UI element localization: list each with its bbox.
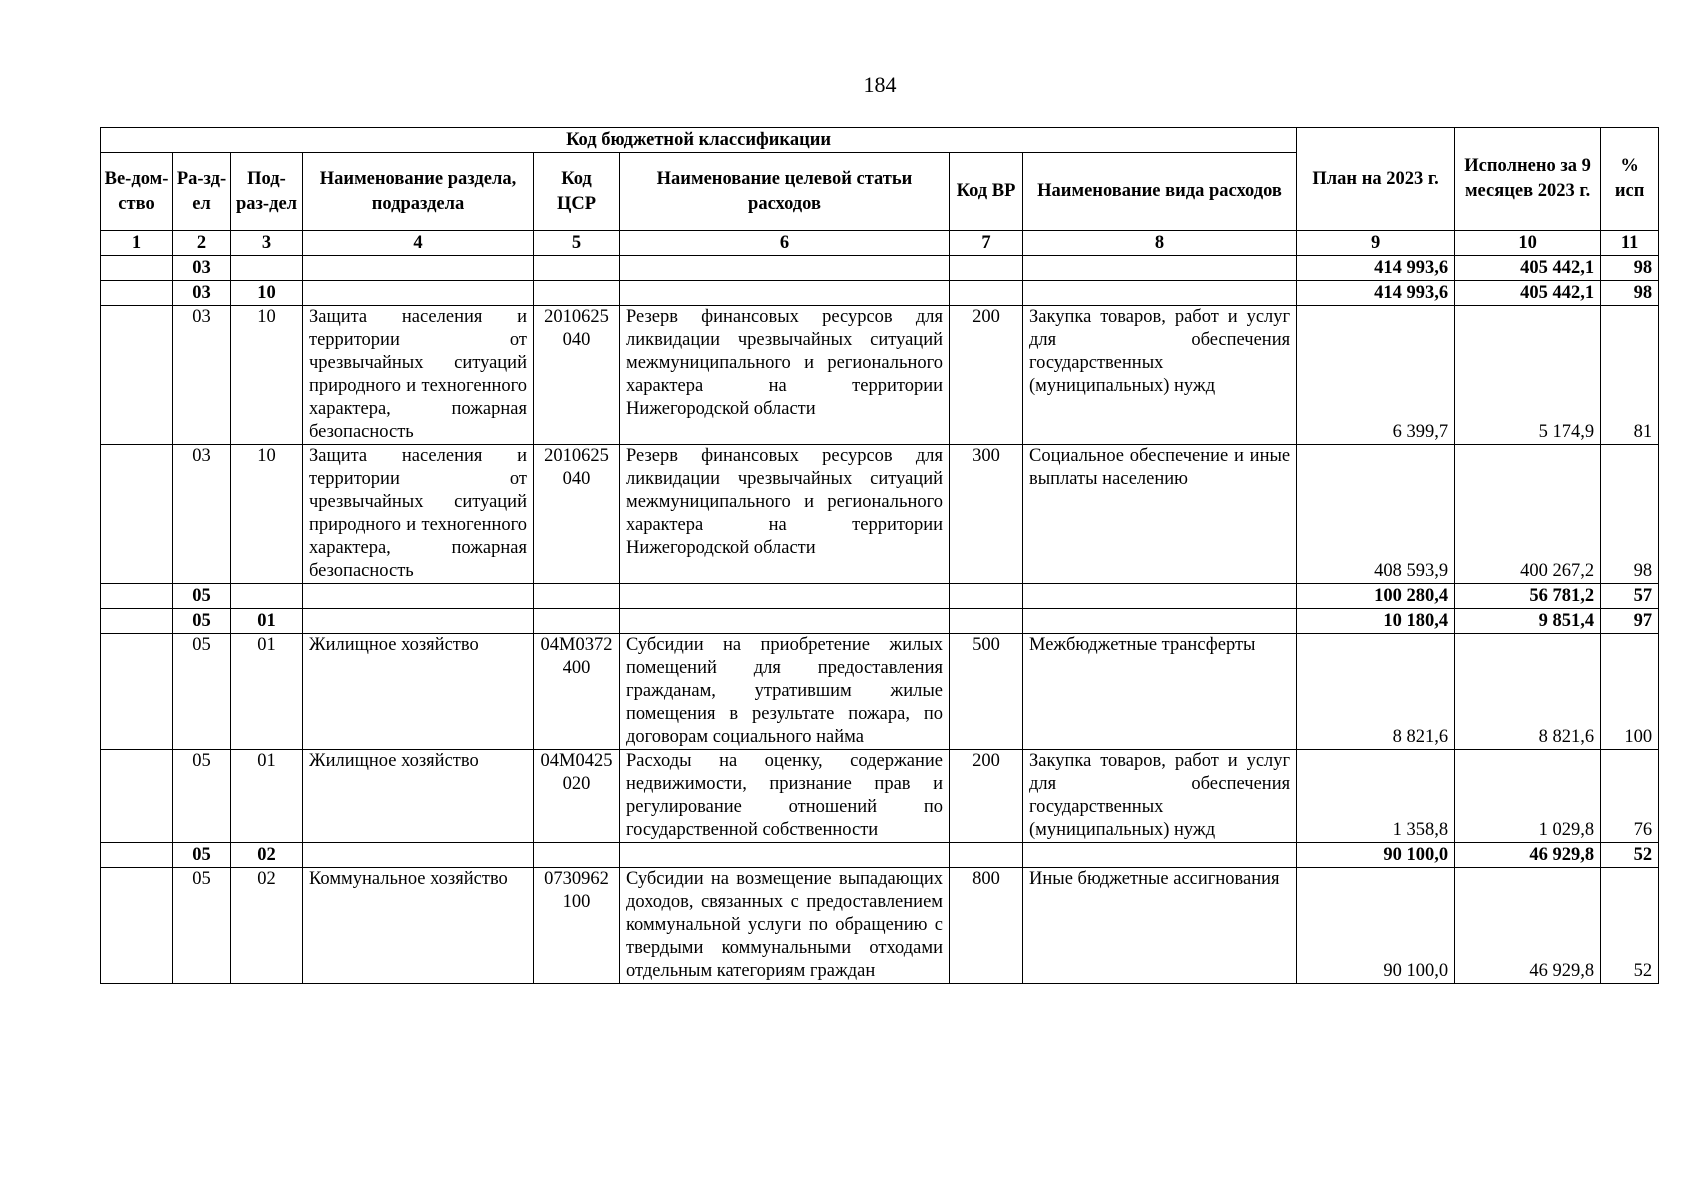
cell-plan: 8 821,6 bbox=[1297, 634, 1455, 750]
cell-ispolneno: 8 821,6 bbox=[1455, 634, 1601, 750]
budget-table bbox=[100, 127, 1659, 984]
cell-name-razdel bbox=[303, 609, 534, 634]
col-name-razdel-header: Наименование раздела, подраздела bbox=[303, 153, 534, 231]
cell-pct: 76 bbox=[1601, 750, 1659, 843]
cell-razdel: 03 bbox=[173, 256, 231, 281]
cell-pct: 57 bbox=[1601, 584, 1659, 609]
cell-podrazdel: 02 bbox=[231, 843, 303, 868]
col-podrazdel-header: Под-раз-дел bbox=[231, 153, 303, 231]
cell-ispolneno: 46 929,8 bbox=[1455, 868, 1601, 984]
budget-classification-header: Код бюджетной классификации bbox=[101, 128, 1297, 153]
cell-name-vr: Закупка товаров, работ и услуг для обеспечения государственных (муниципальных) нужд bbox=[1023, 750, 1297, 843]
cell-vedomstvo bbox=[101, 584, 173, 609]
cell-kod-csr: 2010625040 bbox=[534, 445, 620, 584]
cell-name-csr: Резерв финансовых ресурсов для ликвидации чрезвычайных ситуаций межмуниципального и регионального характера на территории Нижегородской области bbox=[620, 445, 950, 584]
col-pct-header: % исп bbox=[1601, 128, 1659, 231]
cell-vedomstvo bbox=[101, 281, 173, 306]
cell-name-razdel: Защита населения и территории от чрезвычайных ситуаций природного и техногенного характера, пожарная безопасность bbox=[303, 306, 534, 445]
table-row bbox=[101, 750, 1659, 843]
cell-razdel: 05 bbox=[173, 609, 231, 634]
cell-kod-vr bbox=[950, 281, 1023, 306]
cell-vedomstvo bbox=[101, 843, 173, 868]
cell-vedomstvo bbox=[101, 634, 173, 750]
cell-name-csr: Субсидии на приобретение жилых помещений для предоставления гражданам, утратившим жилые помещения в результате пожара, по договорам социального найма bbox=[620, 634, 950, 750]
cell-plan: 414 993,6 bbox=[1297, 256, 1455, 281]
cell-podrazdel: 10 bbox=[231, 306, 303, 445]
cell-vedomstvo bbox=[101, 609, 173, 634]
cell-plan: 408 593,9 bbox=[1297, 445, 1455, 584]
cell-razdel: 05 bbox=[173, 584, 231, 609]
cell-name-vr bbox=[1023, 843, 1297, 868]
cell-vedomstvo bbox=[101, 445, 173, 584]
cell-name-vr: Межбюджетные трансферты bbox=[1023, 634, 1297, 750]
cell-name-vr: Социальное обеспечение и иные выплаты населению bbox=[1023, 445, 1297, 584]
column-number: 8 bbox=[1023, 231, 1297, 256]
cell-plan: 6 399,7 bbox=[1297, 306, 1455, 445]
cell-kod-vr bbox=[950, 256, 1023, 281]
cell-razdel: 05 bbox=[173, 868, 231, 984]
cell-name-razdel bbox=[303, 584, 534, 609]
cell-razdel: 03 bbox=[173, 306, 231, 445]
col-plan-header: План на 2023 г. bbox=[1297, 128, 1455, 231]
cell-name-razdel: Жилищное хозяйство bbox=[303, 634, 534, 750]
column-number: 6 bbox=[620, 231, 950, 256]
cell-name-razdel bbox=[303, 256, 534, 281]
cell-ispolneno: 56 781,2 bbox=[1455, 584, 1601, 609]
table-row bbox=[101, 634, 1659, 750]
col-kod-csr-header: Код ЦСР bbox=[534, 153, 620, 231]
cell-kod-vr: 200 bbox=[950, 750, 1023, 843]
cell-pct: 81 bbox=[1601, 306, 1659, 445]
cell-kod-csr bbox=[534, 843, 620, 868]
table-row bbox=[101, 445, 1659, 584]
cell-razdel: 03 bbox=[173, 445, 231, 584]
cell-pct: 98 bbox=[1601, 445, 1659, 584]
cell-kod-csr bbox=[534, 256, 620, 281]
cell-name-vr bbox=[1023, 281, 1297, 306]
column-number-row bbox=[101, 231, 1659, 256]
column-number: 9 bbox=[1297, 231, 1455, 256]
cell-kod-vr bbox=[950, 584, 1023, 609]
col-kod-vr-header: Код ВР bbox=[950, 153, 1023, 231]
table-row-sum bbox=[101, 256, 1659, 281]
cell-kod-vr: 500 bbox=[950, 634, 1023, 750]
cell-name-razdel: Защита населения и территории от чрезвычайных ситуаций природного и техногенного характера, пожарная безопасность bbox=[303, 445, 534, 584]
cell-kod-csr bbox=[534, 281, 620, 306]
table-row-sum bbox=[101, 609, 1659, 634]
cell-name-razdel: Жилищное хозяйство bbox=[303, 750, 534, 843]
cell-pct: 52 bbox=[1601, 868, 1659, 984]
cell-plan: 10 180,4 bbox=[1297, 609, 1455, 634]
cell-vedomstvo bbox=[101, 750, 173, 843]
column-number: 3 bbox=[231, 231, 303, 256]
cell-name-vr: Закупка товаров, работ и услуг для обеспечения государственных (муниципальных) нужд bbox=[1023, 306, 1297, 445]
cell-ispolneno: 400 267,2 bbox=[1455, 445, 1601, 584]
cell-ispolneno: 46 929,8 bbox=[1455, 843, 1601, 868]
cell-kod-vr: 200 bbox=[950, 306, 1023, 445]
cell-plan: 414 993,6 bbox=[1297, 281, 1455, 306]
cell-name-csr bbox=[620, 609, 950, 634]
cell-name-csr bbox=[620, 256, 950, 281]
col-vedomstvo-header: Ве-дом-ство bbox=[101, 153, 173, 231]
cell-vedomstvo bbox=[101, 256, 173, 281]
col-razdel-header: Ра-зд-ел bbox=[173, 153, 231, 231]
column-number: 2 bbox=[173, 231, 231, 256]
cell-kod-vr: 300 bbox=[950, 445, 1023, 584]
cell-pct: 100 bbox=[1601, 634, 1659, 750]
cell-razdel: 03 bbox=[173, 281, 231, 306]
column-number: 1 bbox=[101, 231, 173, 256]
cell-name-razdel: Коммунальное хозяйство bbox=[303, 868, 534, 984]
cell-kod-csr: 04М0425020 bbox=[534, 750, 620, 843]
table-row-sum bbox=[101, 584, 1659, 609]
cell-podrazdel: 10 bbox=[231, 445, 303, 584]
cell-plan: 100 280,4 bbox=[1297, 584, 1455, 609]
cell-pct: 98 bbox=[1601, 281, 1659, 306]
cell-name-csr bbox=[620, 843, 950, 868]
cell-podrazdel: 10 bbox=[231, 281, 303, 306]
cell-plan: 1 358,8 bbox=[1297, 750, 1455, 843]
cell-name-vr bbox=[1023, 609, 1297, 634]
cell-kod-csr: 0730962100 bbox=[534, 868, 620, 984]
cell-name-vr bbox=[1023, 256, 1297, 281]
cell-vedomstvo bbox=[101, 306, 173, 445]
cell-razdel: 05 bbox=[173, 843, 231, 868]
cell-name-razdel bbox=[303, 843, 534, 868]
cell-podrazdel: 01 bbox=[231, 634, 303, 750]
column-number: 11 bbox=[1601, 231, 1659, 256]
cell-podrazdel bbox=[231, 256, 303, 281]
column-number: 7 bbox=[950, 231, 1023, 256]
cell-kod-vr bbox=[950, 843, 1023, 868]
column-number: 4 bbox=[303, 231, 534, 256]
cell-pct: 52 bbox=[1601, 843, 1659, 868]
cell-podrazdel: 01 bbox=[231, 750, 303, 843]
table-row bbox=[101, 306, 1659, 445]
cell-name-csr bbox=[620, 584, 950, 609]
cell-podrazdel bbox=[231, 584, 303, 609]
col-name-vr-header: Наименование вида расходов bbox=[1023, 153, 1297, 231]
cell-ispolneno: 1 029,8 bbox=[1455, 750, 1601, 843]
cell-podrazdel: 01 bbox=[231, 609, 303, 634]
column-number: 5 bbox=[534, 231, 620, 256]
col-ispolneno-header: Исполнено за 9 месяцев 2023 г. bbox=[1455, 128, 1601, 231]
cell-name-vr: Иные бюджетные ассигнования bbox=[1023, 868, 1297, 984]
cell-kod-csr bbox=[534, 584, 620, 609]
cell-plan: 90 100,0 bbox=[1297, 868, 1455, 984]
cell-name-csr: Резерв финансовых ресурсов для ликвидации чрезвычайных ситуаций межмуниципального и регионального характера на территории Нижегородской области bbox=[620, 306, 950, 445]
table-row-sum bbox=[101, 843, 1659, 868]
table-row-sum bbox=[101, 281, 1659, 306]
cell-ispolneno: 405 442,1 bbox=[1455, 256, 1601, 281]
cell-vedomstvo bbox=[101, 868, 173, 984]
cell-name-vr bbox=[1023, 584, 1297, 609]
cell-plan: 90 100,0 bbox=[1297, 843, 1455, 868]
cell-kod-csr bbox=[534, 609, 620, 634]
cell-ispolneno: 405 442,1 bbox=[1455, 281, 1601, 306]
cell-kod-csr: 04М0372400 bbox=[534, 634, 620, 750]
cell-name-csr bbox=[620, 281, 950, 306]
cell-razdel: 05 bbox=[173, 750, 231, 843]
cell-ispolneno: 9 851,4 bbox=[1455, 609, 1601, 634]
cell-pct: 97 bbox=[1601, 609, 1659, 634]
cell-pct: 98 bbox=[1601, 256, 1659, 281]
cell-name-csr: Субсидии на возмещение выпадающих доходов, связанных с предоставлением коммунальной услуги по обращению с твердыми коммунальными отходами отдельным категориям граждан bbox=[620, 868, 950, 984]
cell-razdel: 05 bbox=[173, 634, 231, 750]
cell-kod-vr: 800 bbox=[950, 868, 1023, 984]
cell-name-csr: Расходы на оценку, содержание недвижимости, признание прав и регулирование отношений по государственной собственности bbox=[620, 750, 950, 843]
col-name-csr-header: Наименование целевой статьи расходов bbox=[620, 153, 950, 231]
cell-podrazdel: 02 bbox=[231, 868, 303, 984]
cell-name-razdel bbox=[303, 281, 534, 306]
page-number: 184 bbox=[863, 72, 897, 97]
cell-ispolneno: 5 174,9 bbox=[1455, 306, 1601, 445]
cell-kod-vr bbox=[950, 609, 1023, 634]
table-row bbox=[101, 868, 1659, 984]
cell-kod-csr: 2010625040 bbox=[534, 306, 620, 445]
column-number: 10 bbox=[1455, 231, 1601, 256]
